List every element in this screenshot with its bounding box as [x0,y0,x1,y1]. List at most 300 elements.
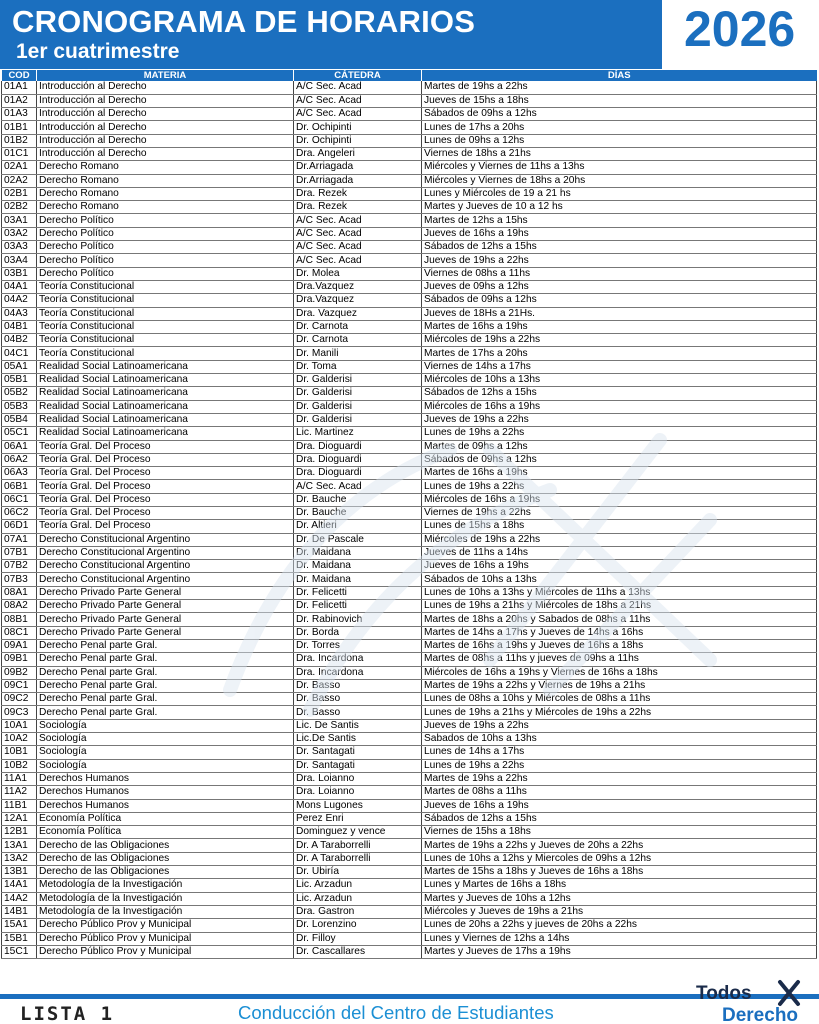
column-header-catedra: CÁTEDRA [294,70,422,81]
cell-materia: Derecho Romano [37,201,294,214]
cell-dias: Martes de 15hs a 18hs y Jueves de 16hs a 18hs [422,866,817,879]
cell-cod: 11A1 [2,772,37,785]
cell-dias: Martes de 08hs a 11hs y jueves de 09hs a 11hs [422,653,817,666]
cell-catedra: A/C Sec. Acad [294,241,422,254]
cell-dias: Jueves de 18Hs a 21Hs. [422,307,817,320]
cell-cod: 10A1 [2,719,37,732]
table-row [2,147,817,160]
table-row [2,932,817,945]
cell-dias: Martes de 12hs a 15hs [422,214,817,227]
cell-materia: Derecho Constitucional Argentino [37,573,294,586]
cell-catedra: Dr. Galderisi [294,387,422,400]
table-row [2,108,817,121]
table-row [2,374,817,387]
cell-cod: 06D1 [2,520,37,533]
cell-cod: 03A3 [2,241,37,254]
cell-dias: Sábados de 10hs a 13hs [422,573,817,586]
cell-dias: Miércoles de 19hs a 22hs [422,533,817,546]
cell-cod: 05A1 [2,360,37,373]
table-row [2,693,817,706]
cell-dias: Sábados de 12hs a 15hs [422,387,817,400]
cell-cod: 06C1 [2,493,37,506]
cell-catedra: Dr. Basso [294,706,422,719]
cell-catedra: Dr. Ochipinti [294,134,422,147]
cell-materia: Derecho Romano [37,174,294,187]
cell-catedra: Dr. A Taraborrelli [294,839,422,852]
cell-cod: 04A3 [2,307,37,320]
cell-materia: Derecho Constitucional Argentino [37,533,294,546]
logo-top-text: Todos [696,983,752,1004]
cell-dias: Miércoles y Viernes de 11hs a 13hs [422,161,817,174]
table-row [2,174,817,187]
cell-cod: 01C1 [2,147,37,160]
cell-materia: Teoría Gral. Del Proceso [37,520,294,533]
cell-materia: Derecho Público Prov y Municipal [37,919,294,932]
cell-dias: Lunes y Viernes de 12hs a 14hs [422,932,817,945]
cell-catedra: Perez Enri [294,812,422,825]
cell-materia: Teoría Constitucional [37,320,294,333]
cell-cod: 06C2 [2,507,37,520]
cell-materia: Teoría Constitucional [37,347,294,360]
cell-materia: Derecho Penal parte Gral. [37,679,294,692]
table-row [2,706,817,719]
cell-catedra: Dra. Incardona [294,653,422,666]
cell-catedra: Dr. Santagati [294,746,422,759]
cell-catedra: Dr. De Pascale [294,533,422,546]
cell-materia: Derecho Constitucional Argentino [37,560,294,573]
cell-cod: 01A1 [2,81,37,94]
cell-dias: Martes de 16hs a 19hs y Jueves de 16hs a 18hs [422,639,817,652]
table-row [2,533,817,546]
cell-dias: Martes de 19hs a 22hs [422,772,817,785]
cell-materia: Derecho Público Prov y Municipal [37,932,294,945]
cell-catedra: Lic. Arzadun [294,892,422,905]
cell-catedra: Lic. Arzadun [294,879,422,892]
cell-cod: 02A2 [2,174,37,187]
cell-materia: Derechos Humanos [37,786,294,799]
cell-cod: 14A2 [2,892,37,905]
cell-catedra: Dr. Molea [294,267,422,280]
cell-dias: Martes de 19hs a 22hs [422,81,817,94]
cell-materia: Derecho Político [37,254,294,267]
cell-cod: 02B2 [2,201,37,214]
column-header-materia: MATERIA [37,70,294,81]
cell-catedra: Lic.De Santis [294,733,422,746]
table-row [2,520,817,533]
cell-cod: 07B2 [2,560,37,573]
table-row [2,94,817,107]
table-row [2,560,817,573]
cell-catedra: A/C Sec. Acad [294,214,422,227]
cell-catedra: Dr. Maidana [294,560,422,573]
cell-catedra: Dra.Vazquez [294,294,422,307]
cell-cod: 05B3 [2,400,37,413]
cell-materia: Economía Política [37,812,294,825]
cell-dias: Lunes de 20hs a 22hs y jueves de 20hs a 22hs [422,919,817,932]
table-row [2,852,817,865]
cell-catedra: Dr.Arriagada [294,174,422,187]
cell-dias: Lunes de 10hs a 13hs y Miércoles de 11hs a 13hs [422,586,817,599]
cell-materia: Derecho Penal parte Gral. [37,639,294,652]
cell-materia: Metodología de la Investigación [37,879,294,892]
cell-catedra: Dr. Altieri [294,520,422,533]
cell-materia: Derecho Penal parte Gral. [37,653,294,666]
cell-materia: Derechos Humanos [37,772,294,785]
cell-cod: 05B4 [2,413,37,426]
cell-dias: Martes de 18hs a 20hs y Sabados de 08hs a 11hs [422,613,817,626]
table-row [2,626,817,639]
cell-cod: 07B1 [2,546,37,559]
cell-cod: 01B2 [2,134,37,147]
cell-catedra: Dr. Torres [294,639,422,652]
cell-materia: Realidad Social Latinoamericana [37,427,294,440]
cell-dias: Viernes de 14hs a 17hs [422,360,817,373]
cell-dias: Jueves de 16hs a 19hs [422,560,817,573]
cell-dias: Lunes y Miércoles de 19 a 21 hs [422,187,817,200]
cell-cod: 06A2 [2,453,37,466]
cell-cod: 04C1 [2,347,37,360]
table-row [2,799,817,812]
cell-dias: Sábados de 09hs a 12hs [422,453,817,466]
cell-materia: Derecho Político [37,214,294,227]
cell-cod: 15C1 [2,945,37,958]
cell-catedra: Dominguez y vence [294,826,422,839]
cell-materia: Introducción al Derecho [37,121,294,134]
cell-dias: Miércoles de 16hs a 19hs [422,400,817,413]
cell-cod: 05B1 [2,374,37,387]
table-row [2,187,817,200]
cell-cod: 09C3 [2,706,37,719]
cell-cod: 12B1 [2,826,37,839]
cell-catedra: Dr. Carnota [294,334,422,347]
cell-dias: Sábados de 12hs a 15hs [422,812,817,825]
cell-cod: 11A2 [2,786,37,799]
table-row [2,427,817,440]
lista-label: LISTA 1 [20,1003,115,1024]
cell-dias: Miércoles de 16hs a 19hs y Viernes de 16hs a 18hs [422,666,817,679]
cell-dias: Lunes de 19hs a 21hs y Miércoles de 18hs a 21hs [422,600,817,613]
table-row [2,227,817,240]
cell-dias: Viernes de 08hs a 11hs [422,267,817,280]
table-row [2,507,817,520]
cell-materia: Realidad Social Latinoamericana [37,387,294,400]
cell-catedra: Dr. Rabinovich [294,613,422,626]
cell-cod: 11B1 [2,799,37,812]
table-row [2,81,817,94]
cell-dias: Martes y Jueves de 17hs a 19hs [422,945,817,958]
cell-dias: Lunes de 19hs a 21hs y Miércoles de 19hs a 22hs [422,706,817,719]
cell-materia: Teoría Gral. Del Proceso [37,440,294,453]
table-row [2,347,817,360]
table-row [2,307,817,320]
column-header-cod: COD [2,70,37,81]
table-row [2,413,817,426]
table-row [2,639,817,652]
cell-catedra: Dra. Gastron [294,905,422,918]
cell-materia: Derecho de las Obligaciones [37,839,294,852]
table-row [2,360,817,373]
cell-cod: 05B2 [2,387,37,400]
cell-materia: Teoría Gral. Del Proceso [37,453,294,466]
cell-dias: Viernes de 19hs a 22hs [422,507,817,520]
cell-cod: 06A1 [2,440,37,453]
cell-dias: Martes de 19hs a 22hs y Jueves de 20hs a 22hs [422,839,817,852]
cell-dias: Martes de 19hs a 22hs y Viernes de 19hs a 21hs [422,679,817,692]
cell-materia: Derecho Político [37,227,294,240]
cell-dias: Jueves de 19hs a 22hs [422,254,817,267]
cell-catedra: Dr. Galderisi [294,374,422,387]
schedule-table [1,70,817,959]
cell-materia: Introducción al Derecho [37,94,294,107]
cell-dias: Jueves de 11hs a 14hs [422,546,817,559]
cell-cod: 09B2 [2,666,37,679]
cell-dias: Lunes de 15hs a 18hs [422,520,817,533]
cell-cod: 04A1 [2,280,37,293]
cell-catedra: Dr. Santagati [294,759,422,772]
table-row [2,294,817,307]
logo-bottom-text: Derecho [722,1005,799,1024]
cell-catedra: Dr. Ubiría [294,866,422,879]
cell-dias: Martes de 14hs a 17hs y Jueves de 14hs a 16hs [422,626,817,639]
cell-catedra: Dr. A Taraborrelli [294,852,422,865]
table-row [2,214,817,227]
cell-materia: Derecho Romano [37,161,294,174]
cell-catedra: Dr. Bauche [294,507,422,520]
cell-dias: Miércoles y Jueves de 19hs a 21hs [422,905,817,918]
cell-catedra: Dr. Galderisi [294,400,422,413]
cell-dias: Miércoles de 19hs a 22hs [422,334,817,347]
cell-catedra: Dr. Felicetti [294,586,422,599]
table-row [2,320,817,333]
cell-dias: Jueves de 15hs a 18hs [422,94,817,107]
cell-catedra: Dra. Dioguardi [294,453,422,466]
cell-materia: Derecho Constitucional Argentino [37,546,294,559]
cell-dias: Miércoles de 16hs a 19hs [422,493,817,506]
cell-dias: Viernes de 18hs a 21hs [422,147,817,160]
column-header-dias: DÍAS [422,70,817,81]
cell-cod: 10A2 [2,733,37,746]
table-row [2,613,817,626]
cell-catedra: A/C Sec. Acad [294,480,422,493]
cell-catedra: Dr. Ochipinti [294,121,422,134]
cell-catedra: Dr. Basso [294,679,422,692]
cell-dias: Sábados de 12hs a 15hs [422,241,817,254]
cell-cod: 02B1 [2,187,37,200]
cell-dias: Lunes de 19hs a 22hs [422,759,817,772]
cell-dias: Martes y Jueves de 10 a 12 hs [422,201,817,214]
table-row [2,241,817,254]
cell-catedra: Dr. Galderisi [294,413,422,426]
cell-cod: 13A1 [2,839,37,852]
table-row [2,879,817,892]
cell-dias: Lunes de 08hs a 10hs y Miércoles de 08hs a 11hs [422,693,817,706]
table-row [2,573,817,586]
cell-materia: Derecho Político [37,267,294,280]
cell-dias: Lunes de 17hs a 20hs [422,121,817,134]
table-row [2,866,817,879]
page-title: CRONOGRAMA DE HORARIOS [12,4,476,39]
cell-catedra: Dr.Arriagada [294,161,422,174]
cell-dias: Martes de 17hs a 20hs [422,347,817,360]
cell-dias: Jueves de 09hs a 12hs [422,280,817,293]
cell-dias: Lunes y Martes de 16hs a 18hs [422,879,817,892]
cell-cod: 12A1 [2,812,37,825]
table-row [2,280,817,293]
cell-cod: 07A1 [2,533,37,546]
cell-materia: Derecho Político [37,241,294,254]
cell-dias: Miércoles y Viernes de 18hs a 20hs [422,174,817,187]
cell-dias: Jueves de 16hs a 19hs [422,799,817,812]
cell-catedra: Dr. Basso [294,693,422,706]
cell-materia: Metodología de la Investigación [37,905,294,918]
table-row [2,919,817,932]
cell-materia: Introducción al Derecho [37,147,294,160]
cell-materia: Derecho Público Prov y Municipal [37,945,294,958]
cell-materia: Teoría Constitucional [37,334,294,347]
cell-catedra: A/C Sec. Acad [294,254,422,267]
cell-cod: 13A2 [2,852,37,865]
cell-dias: Martes de 16hs a 19hs [422,320,817,333]
cell-cod: 08A2 [2,600,37,613]
cell-cod: 04B1 [2,320,37,333]
table-row [2,679,817,692]
cell-materia: Sociología [37,746,294,759]
cell-cod: 15B1 [2,932,37,945]
cell-dias: Jueves de 19hs a 22hs [422,719,817,732]
cell-materia: Sociología [37,759,294,772]
cell-catedra: Dr. Cascallares [294,945,422,958]
table-row [2,786,817,799]
cell-catedra: Dr. Toma [294,360,422,373]
table-row [2,772,817,785]
cell-cod: 03A2 [2,227,37,240]
cell-materia: Derecho Privado Parte General [37,613,294,626]
table-row [2,467,817,480]
table-row [2,440,817,453]
cell-dias: Sábados de 09hs a 12hs [422,108,817,121]
cell-catedra: Dr. Lorenzino [294,919,422,932]
cell-materia: Introducción al Derecho [37,108,294,121]
cell-catedra: Dr. Bauche [294,493,422,506]
cell-materia: Realidad Social Latinoamericana [37,400,294,413]
cell-catedra: Dra. Dioguardi [294,440,422,453]
todos-derecho-logo [694,978,814,1024]
cell-cod: 01A3 [2,108,37,121]
table-row [2,759,817,772]
table-row [2,826,817,839]
cell-dias: Lunes de 19hs a 22hs [422,427,817,440]
cell-cod: 09A1 [2,639,37,652]
table-row [2,746,817,759]
cell-cod: 14A1 [2,879,37,892]
table-row [2,839,817,852]
cell-catedra: A/C Sec. Acad [294,108,422,121]
cell-materia: Derecho Privado Parte General [37,600,294,613]
cell-catedra: Dra. Incardona [294,666,422,679]
table-row [2,945,817,958]
cell-materia: Teoría Gral. Del Proceso [37,467,294,480]
cell-cod: 06A3 [2,467,37,480]
cell-catedra: Dr. Maidana [294,573,422,586]
cell-materia: Teoría Gral. Del Proceso [37,507,294,520]
cell-cod: 05C1 [2,427,37,440]
cell-materia: Derechos Humanos [37,799,294,812]
cell-materia: Realidad Social Latinoamericana [37,360,294,373]
cell-materia: Derecho Privado Parte General [37,586,294,599]
cell-dias: Jueves de 19hs a 22hs [422,413,817,426]
cell-cod: 09B1 [2,653,37,666]
table-row [2,892,817,905]
table-row [2,733,817,746]
table-row [2,719,817,732]
cell-cod: 14B1 [2,905,37,918]
cell-catedra: Dra. Dioguardi [294,467,422,480]
cell-materia: Teoría Constitucional [37,280,294,293]
table-row [2,653,817,666]
table-header-row [2,70,817,81]
table-row [2,905,817,918]
cell-cod: 08C1 [2,626,37,639]
cell-materia: Teoría Gral. Del Proceso [37,493,294,506]
cell-cod: 01A2 [2,94,37,107]
cell-cod: 03B1 [2,267,37,280]
cell-dias: Lunes de 10hs a 12hs y Miercoles de 09hs a 12hs [422,852,817,865]
table-body [2,81,817,959]
page-subtitle: 1er cuatrimestre [16,40,180,63]
table-row [2,201,817,214]
cell-cod: 10B2 [2,759,37,772]
cell-materia: Sociología [37,719,294,732]
table-row [2,121,817,134]
cell-cod: 07B3 [2,573,37,586]
cell-materia: Teoría Constitucional [37,307,294,320]
cell-cod: 03A1 [2,214,37,227]
cell-materia: Derecho Penal parte Gral. [37,706,294,719]
cell-materia: Introducción al Derecho [37,134,294,147]
cell-materia: Realidad Social Latinoamericana [37,374,294,387]
cell-cod: 01B1 [2,121,37,134]
cell-materia: Derecho de las Obligaciones [37,852,294,865]
conduccion-label: Conducción del Centro de Estudiantes [238,1002,554,1023]
cell-dias: Sábados de 09hs a 12hs [422,294,817,307]
cell-dias: Lunes de 14hs a 17hs [422,746,817,759]
cell-dias: Martes y Jueves de 10hs a 12hs [422,892,817,905]
cell-catedra: Dr. Manili [294,347,422,360]
cell-cod: 08A1 [2,586,37,599]
cell-catedra: Dra.Vazquez [294,280,422,293]
cell-cod: 13B1 [2,866,37,879]
cell-materia: Economía Política [37,826,294,839]
cell-materia: Realidad Social Latinoamericana [37,413,294,426]
table-row [2,600,817,613]
cell-materia: Introducción al Derecho [37,81,294,94]
cell-catedra: Dr. Carnota [294,320,422,333]
table-row [2,387,817,400]
cell-materia: Derecho Penal parte Gral. [37,693,294,706]
cell-catedra: Dr. Borda [294,626,422,639]
cell-cod: 02A1 [2,161,37,174]
table-row [2,586,817,599]
table-row [2,453,817,466]
cell-cod: 10B1 [2,746,37,759]
cell-catedra: A/C Sec. Acad [294,94,422,107]
cell-dias: Martes de 09hs a 12hs [422,440,817,453]
cell-cod: 09C1 [2,679,37,692]
cell-dias: Jueves de 16hs a 19hs [422,227,817,240]
cell-materia: Derecho Romano [37,187,294,200]
cell-dias: Viernes de 15hs a 18hs [422,826,817,839]
cell-dias: Miércoles de 10hs a 13hs [422,374,817,387]
